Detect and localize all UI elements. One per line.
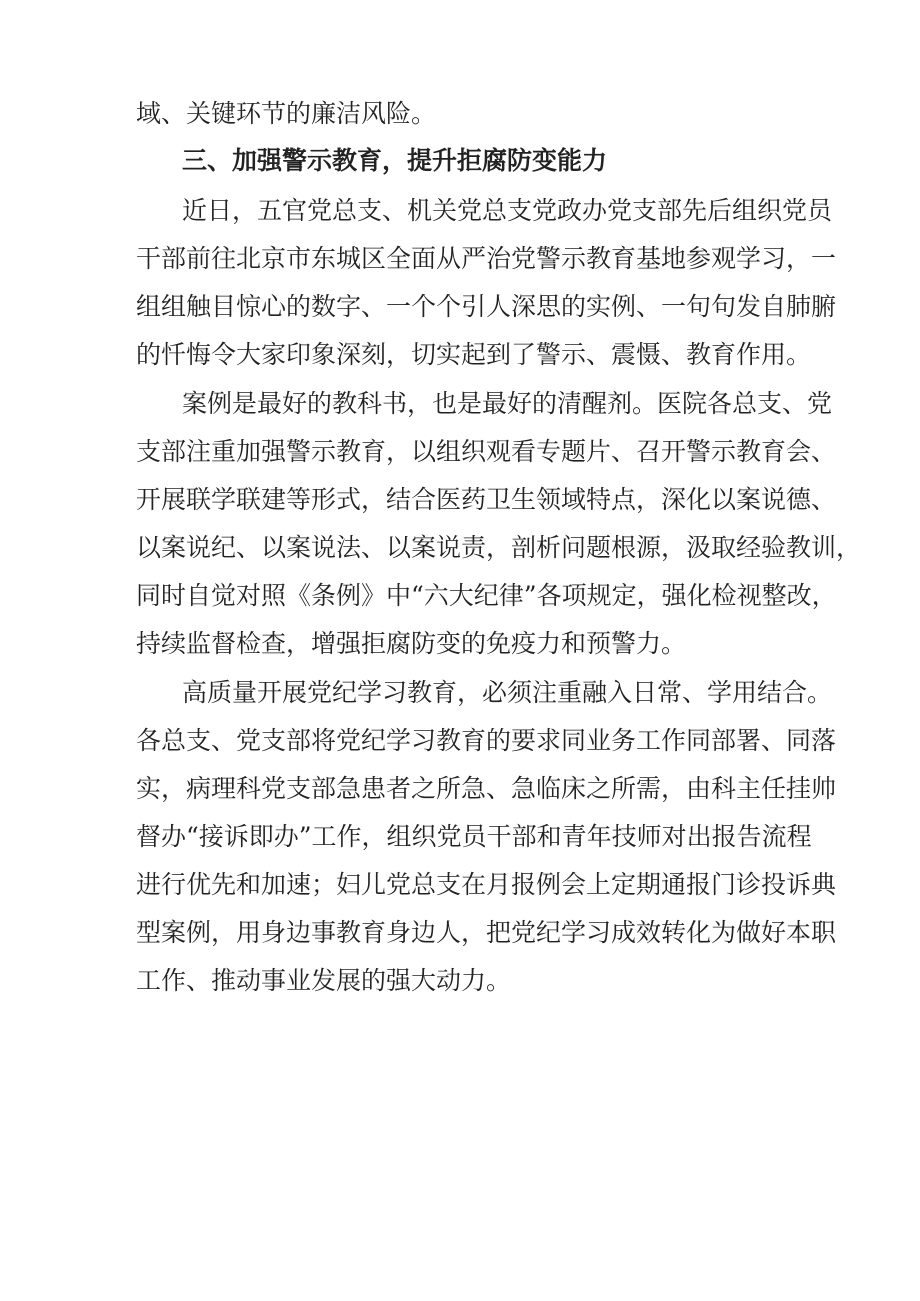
paragraph-line: 近日，五官党总支、机关党总支党政办党支部先后组织党员: [182, 196, 833, 225]
paragraph-line: 开展联学联建等形式，结合医药卫生领域特点，深化以案说德、: [136, 485, 837, 514]
paragraph-line: 工作、推动事业发展的强大动力。: [136, 966, 512, 995]
paragraph-line: 组组触目惊心的数字、一个个引人深思的实例、一句句发自肺腑: [136, 292, 837, 321]
paragraph-line: 的忏悔令大家印象深刻，切实起到了警示、震慑、教育作用。: [136, 340, 812, 369]
section-heading: 三、加强警示教育，提升拒腐防变能力: [182, 146, 608, 175]
paragraph-line: 以案说纪、以案说法、以案说责，剖析问题根源，汲取经验教训，: [136, 533, 862, 562]
paragraph-line: 督办“接诉即办”工作，组织党员干部和青年技师对出报告流程: [136, 822, 812, 851]
paragraph-line: 高质量开展党纪学习教育，必须注重融入日常、学用结合。: [182, 678, 833, 707]
paragraph-line: 干部前往北京市东城区全面从严治党警示教育基地参观学习，一: [136, 244, 837, 273]
paragraph-line: 进行优先和加速；妇儿党总支在月报例会上定期通报门诊投诉典: [136, 870, 837, 899]
paragraph-line: 实，病理科党支部急患者之所急、急临床之所需，由科主任挂帅: [136, 774, 837, 803]
paragraph-line: 案例是最好的教科书，也是最好的清醒剂。医院各总支、党: [182, 389, 833, 418]
paragraph-line: 型案例，用身边事教育身边人，把党纪学习成效转化为做好本职: [136, 918, 837, 947]
paragraph-line: 域、关键环节的廉洁风险。: [136, 99, 437, 128]
paragraph-line: 持续监督检查，增强拒腐防变的免疫力和预警力。: [136, 629, 687, 658]
paragraph-line: 同时自觉对照《条例》中“六大纪律”各项规定，强化检视整改，: [136, 581, 837, 610]
paragraph-line: 各总支、党支部将党纪学习教育的要求同业务工作同部署、同落: [136, 726, 837, 755]
paragraph-line: 支部注重加强警示教育，以组织观看专题片、召开警示教育会、: [136, 437, 837, 466]
